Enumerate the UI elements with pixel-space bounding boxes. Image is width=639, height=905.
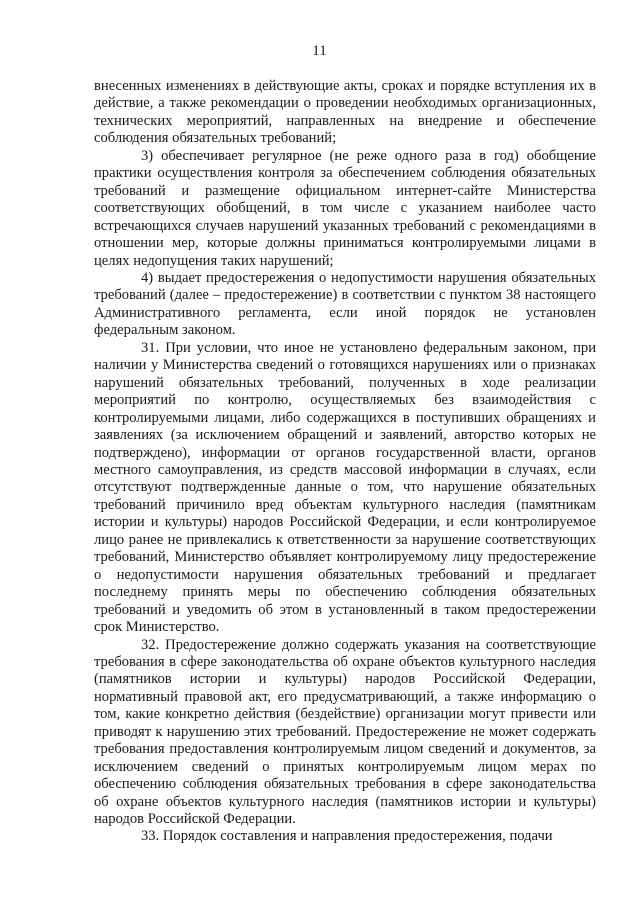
paragraph-item-3: 3) обеспечивает регулярное (не реже одного раза в год) обобщение практики осуществления контроля за обеспечением соблюдения обязательных требований и размещение официальном интернет-сайте Министерства соответствующих обобщений, в том числе с указанием наиболее часто встречающихся случаев нарушений указанных требований с рекомендациями в отношении мер, которые должны приниматься контролируемыми лицами в целях недопущения таких нарушений;: [94, 147, 596, 269]
paragraph-clause-33: 33. Порядок составления и направления предостережения, подачи: [141, 828, 553, 845]
paragraph-clause-31: 31. При условии, что иное не установлено федеральным законом, при наличии у Министерства сведений о готовящихся нарушениях или о признаках нарушений обязательных требований, полученных в ходе реализации мероприятий по контролю, осуществляемых без взаимодействия с контролируемыми лицами, либо содержащихся в поступивших обращениях и заявлениях (за исключением обращений и заявлений, авторство которых не подтверждено), информации от органов государственной власти, органов местного самоуправления, из средств массовой информации в случаях, если отсутствуют подтвержденные данные о том, что нарушение обязательных требований причинило вред объектам культурного наследия (памятникам истории и культуры) народов Российской Федерации, и если контролируемое лицо ранее не привлекались к ответственности за нарушение соответствующих требований, Министерство объявляет контролируемому лицу предостережение о недопустимости нарушения обязательных требований и предлагает последнему принять меры по обеспечению соблюдения обязательных требований и уведомить об этом в установленный в таком предостережении срок Министерство.: [94, 339, 596, 636]
paragraph-item-4: 4) выдает предостережения о недопустимости нарушения обязательных требований (далее – предостережение) в соответствии с пунктом 38 настоящего Административного регламента, если иной порядок не установлен федеральным законом.: [94, 269, 596, 339]
paragraph-continuation: внесенных изменениях в действующие акты, сроках и порядке вступления их в действие, а также рекомендации о проведении необходимых организационных, технических мероприятий, направленных на внедрение и обеспечение соблюдения обязательных требований;: [94, 78, 596, 147]
document-body: [94, 78, 596, 846]
page-number: 11: [312, 43, 327, 59]
paragraph-clause-32: 32. Предостережение должно содержать указания на соответствующие требования в сфере законодательства об охране объектов культурного наследия (памятников истории и культуры) народов Российской Федерации, нормативный правовой акт, его предусматривающий, а также информацию о том, какие конкретно действия (бездействие) организации могут привести или приводят к нарушению этих требований. Предостережение не может содержать требования предоставления контролируемым лицом сведений и документов, за исключением сведений о принятых контролируемым лицом мерах по обеспечению соблюдения обязательных требования в сфере законодательства об охране объектов культурного наследия (памятников истории и культуры) народов Российской Федерации.: [94, 636, 596, 828]
